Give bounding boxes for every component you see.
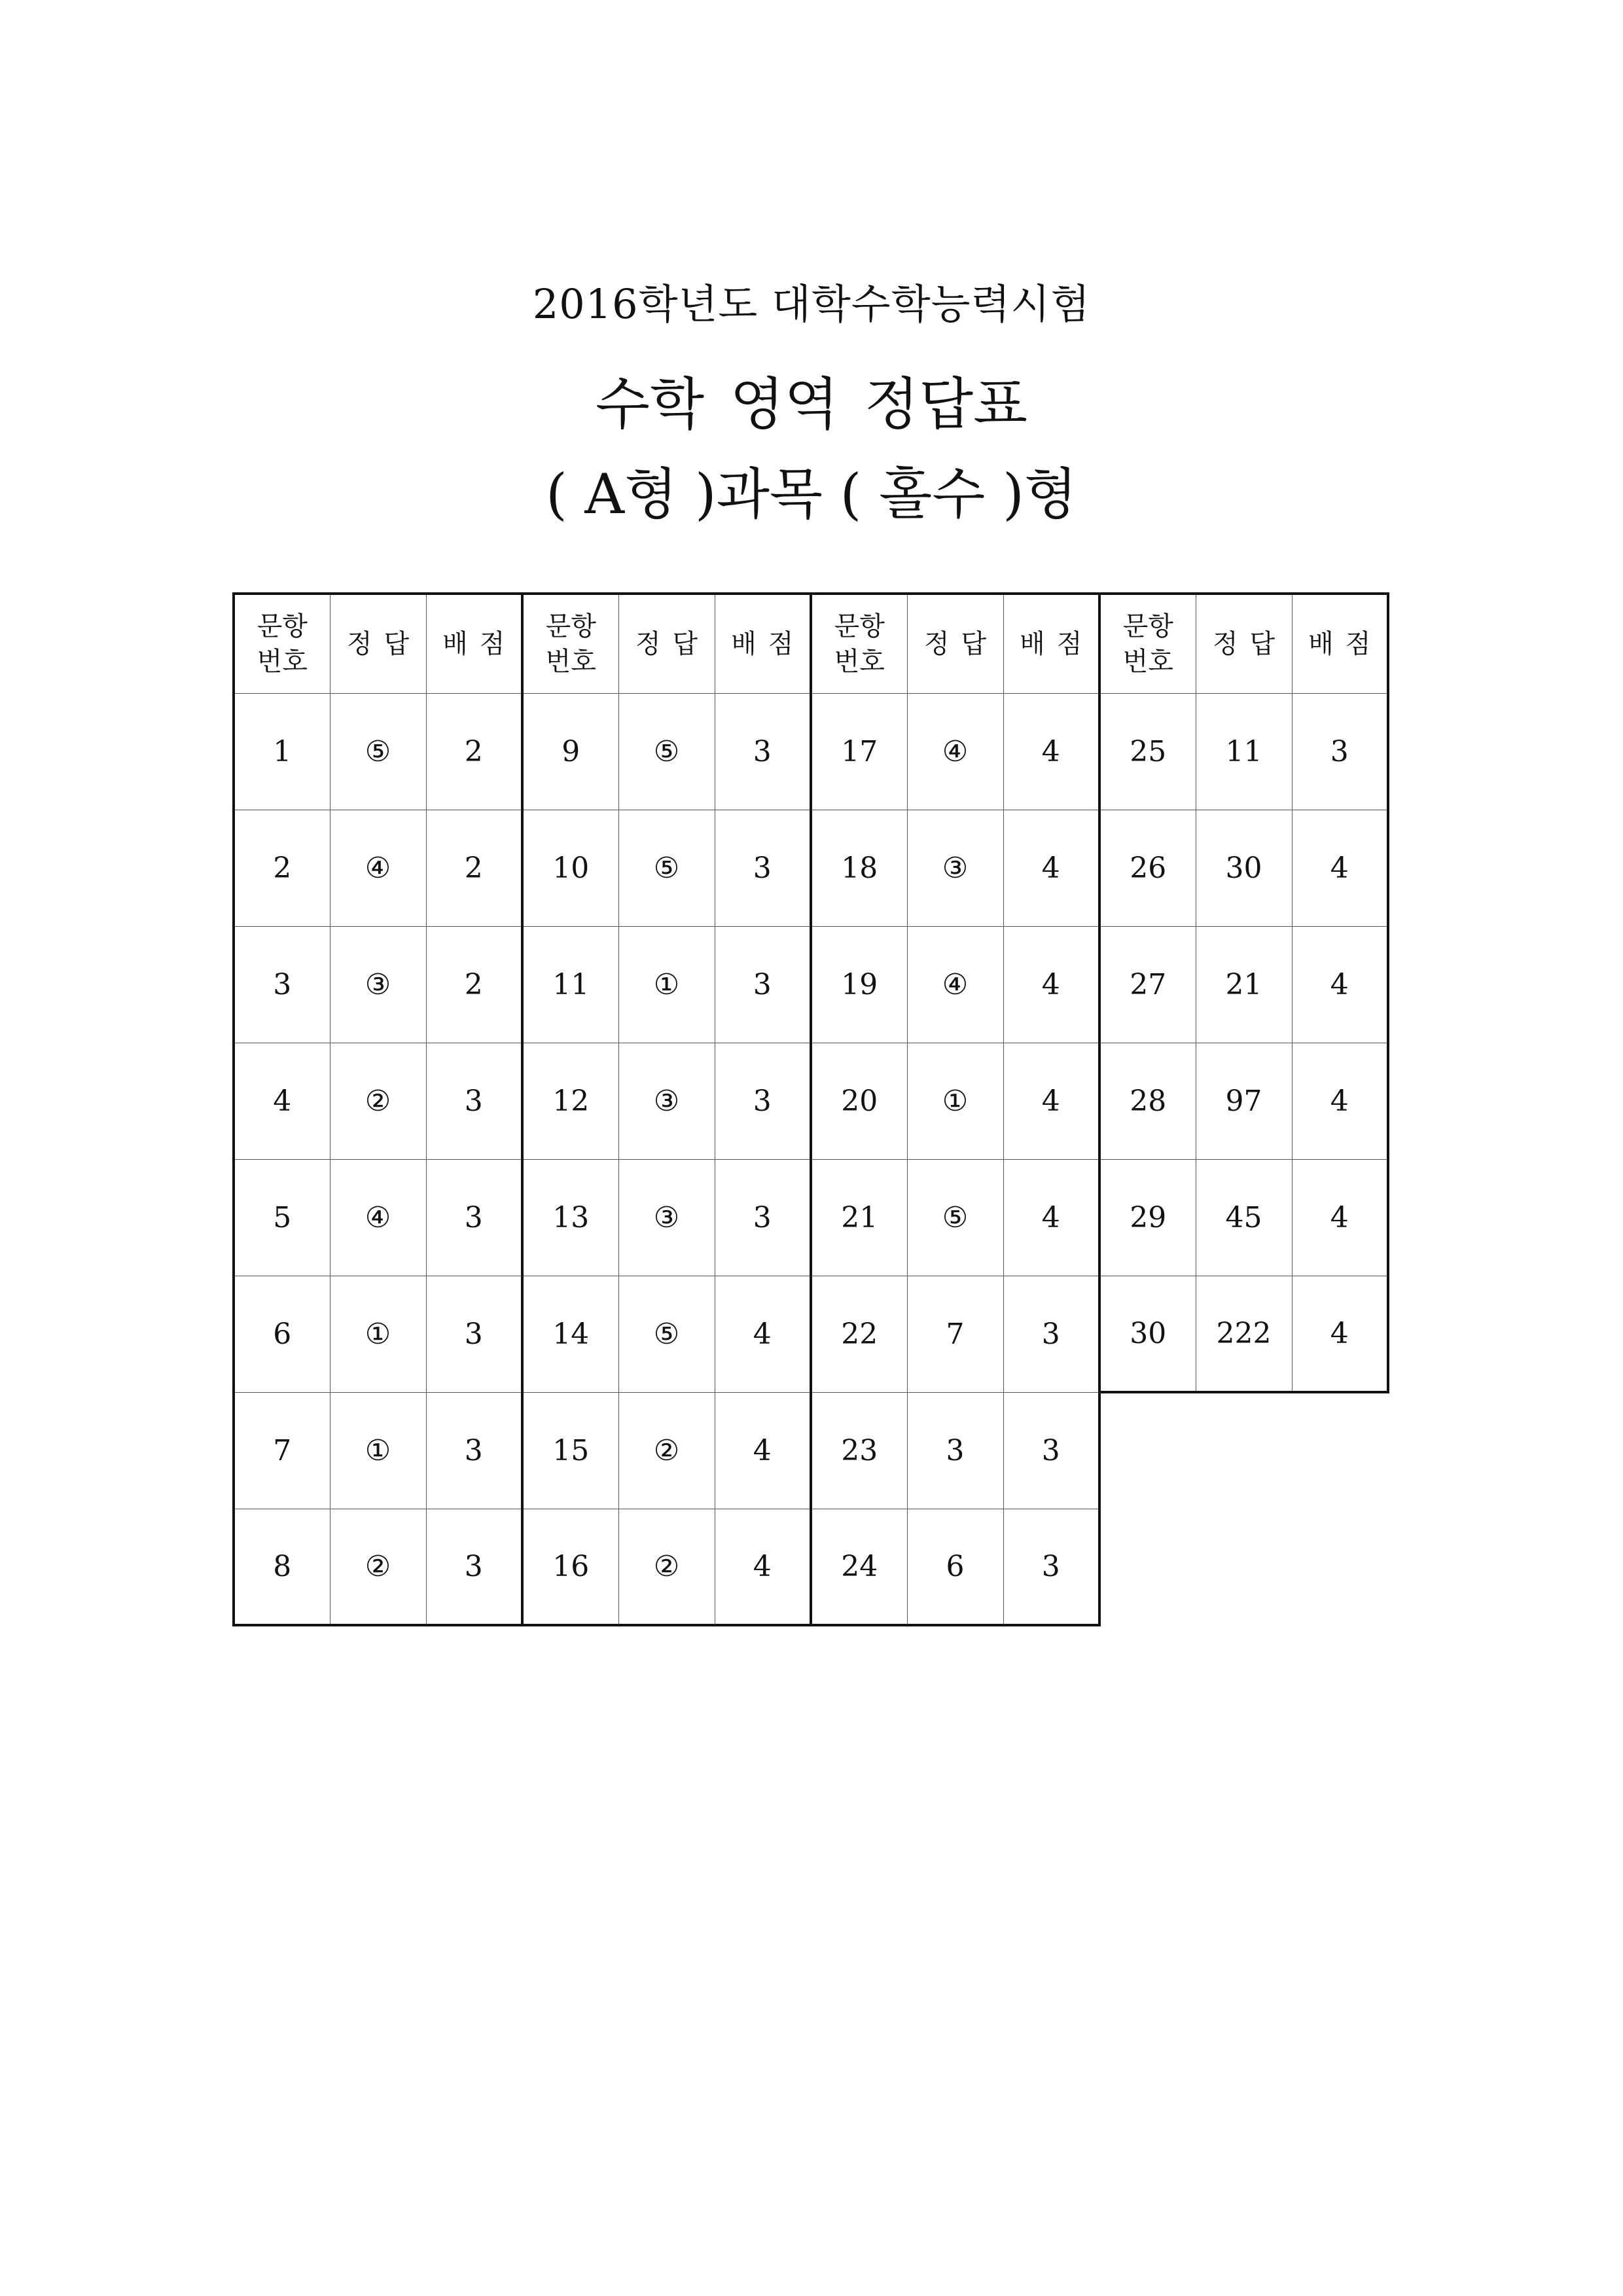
table-row [234, 1509, 1388, 1625]
table-header-row [234, 594, 1388, 693]
points-cell: 4 [1003, 693, 1099, 810]
question-number: 3 [234, 926, 330, 1043]
points-cell: 4 [1003, 1043, 1099, 1159]
question-number: 27 [1099, 926, 1196, 1043]
answer-cell: ⑤ [618, 810, 715, 926]
question-number: 11 [522, 926, 618, 1043]
empty-cell [1196, 1392, 1292, 1509]
answer-cell: 45 [1196, 1159, 1292, 1276]
question-number: 10 [522, 810, 618, 926]
answer-cell: ⑤ [907, 1159, 1003, 1276]
answer-cell: ④ [907, 926, 1003, 1043]
answer-cell: 11 [1196, 693, 1292, 810]
question-number: 20 [811, 1043, 907, 1159]
points-cell: 3 [426, 1159, 522, 1276]
empty-cell [1292, 1509, 1388, 1625]
question-number: 30 [1099, 1276, 1196, 1392]
points-cell: 3 [426, 1276, 522, 1392]
question-number: 16 [522, 1509, 618, 1625]
question-number: 17 [811, 693, 907, 810]
points-cell: 4 [1292, 926, 1388, 1043]
points-cell: 3 [715, 1043, 811, 1159]
answer-cell: 222 [1196, 1276, 1292, 1392]
question-number: 24 [811, 1509, 907, 1625]
header-question-number [811, 594, 907, 693]
question-number: 29 [1099, 1159, 1196, 1276]
points-cell: 3 [715, 810, 811, 926]
points-cell: 2 [426, 693, 522, 810]
answer-cell: ② [618, 1509, 715, 1625]
header-question-number [1099, 594, 1196, 693]
exam-year-title: 2016학년도 대학수학능력시험 [532, 280, 1091, 328]
header-number-line2: 번호 [257, 646, 308, 677]
answer-cell: 21 [1196, 926, 1292, 1043]
question-number: 6 [234, 1276, 330, 1392]
header-answer-label: 정답 [923, 628, 999, 659]
header-points [426, 594, 522, 693]
answer-cell: ④ [330, 1159, 426, 1276]
question-number: 12 [522, 1043, 618, 1159]
header-number-line2: 번호 [1122, 646, 1173, 677]
header-points [715, 594, 811, 693]
header-points-label: 배점 [442, 628, 517, 659]
empty-cell [1292, 1392, 1388, 1509]
header-number-line1: 문항 [1122, 611, 1173, 641]
answer-cell: ④ [330, 810, 426, 926]
empty-cell [1196, 1509, 1292, 1625]
header-points-label: 배점 [1308, 628, 1383, 659]
answer-table [232, 592, 1389, 1626]
question-number: 1 [234, 693, 330, 810]
points-cell: 4 [1292, 810, 1388, 926]
header-question-number [234, 594, 330, 693]
answer-cell: 7 [907, 1276, 1003, 1392]
header-number-line2: 번호 [545, 646, 596, 677]
points-cell: 4 [1003, 1159, 1099, 1276]
points-cell: 3 [1003, 1276, 1099, 1392]
table-row [234, 1159, 1388, 1276]
points-cell: 4 [1292, 1276, 1388, 1392]
points-cell: 4 [1292, 1159, 1388, 1276]
question-number: 8 [234, 1509, 330, 1625]
table-row [234, 810, 1388, 926]
points-cell: 3 [426, 1043, 522, 1159]
header-number-line1: 문항 [834, 611, 885, 641]
question-number: 26 [1099, 810, 1196, 926]
answer-cell: 30 [1196, 810, 1292, 926]
points-cell: 3 [1003, 1509, 1099, 1625]
answer-cell: ③ [330, 926, 426, 1043]
table-row [234, 1276, 1388, 1392]
header-number-line2: 번호 [834, 646, 885, 677]
points-cell: 4 [1292, 1043, 1388, 1159]
header-number-line1: 문항 [545, 611, 596, 641]
question-number: 25 [1099, 693, 1196, 810]
answer-cell: 6 [907, 1509, 1003, 1625]
question-number: 7 [234, 1392, 330, 1509]
question-number: 13 [522, 1159, 618, 1276]
answer-cell: ① [618, 926, 715, 1043]
table-row [234, 1392, 1388, 1509]
answer-sheet-title: 수학 영역 정답표 [595, 372, 1028, 437]
points-cell: 3 [715, 1159, 811, 1276]
points-cell: 4 [715, 1392, 811, 1509]
header-answer-label: 정답 [346, 628, 421, 659]
table-row [234, 693, 1388, 810]
table-row [234, 1043, 1388, 1159]
points-cell: 3 [715, 693, 811, 810]
points-cell: 4 [715, 1509, 811, 1625]
answer-cell: ⑤ [618, 1276, 715, 1392]
header-answer-label: 정답 [1212, 628, 1287, 659]
question-number: 18 [811, 810, 907, 926]
answer-cell: ② [330, 1043, 426, 1159]
answer-cell: ① [330, 1392, 426, 1509]
exam-type-line: ( A형 )과목 ( 홀수 )형 [545, 462, 1078, 526]
question-number: 2 [234, 810, 330, 926]
answer-cell: ③ [907, 810, 1003, 926]
question-number: 21 [811, 1159, 907, 1276]
question-number: 5 [234, 1159, 330, 1276]
question-number: 4 [234, 1043, 330, 1159]
answer-cell: ④ [907, 693, 1003, 810]
answer-cell: ① [330, 1276, 426, 1392]
header-answer [330, 594, 426, 693]
question-number: 14 [522, 1276, 618, 1392]
answer-cell: ① [907, 1043, 1003, 1159]
answer-cell: ② [330, 1509, 426, 1625]
points-cell: 2 [426, 810, 522, 926]
question-number: 22 [811, 1276, 907, 1392]
header-points-label: 배점 [731, 628, 806, 659]
question-number: 23 [811, 1392, 907, 1509]
question-number: 15 [522, 1392, 618, 1509]
answer-cell: ③ [618, 1043, 715, 1159]
header-question-number [522, 594, 618, 693]
answer-cell: 97 [1196, 1043, 1292, 1159]
header-answer [907, 594, 1003, 693]
empty-cell [1099, 1509, 1196, 1625]
answer-cell: ② [618, 1392, 715, 1509]
answer-cell: 3 [907, 1392, 1003, 1509]
question-number: 9 [522, 693, 618, 810]
header-answer-label: 정답 [635, 628, 710, 659]
points-cell: 4 [1003, 810, 1099, 926]
empty-cell [1099, 1392, 1196, 1509]
points-cell: 3 [1292, 693, 1388, 810]
header-answer [1196, 594, 1292, 693]
table-row [234, 926, 1388, 1043]
points-cell: 3 [426, 1392, 522, 1509]
header-points [1292, 594, 1388, 693]
points-cell: 4 [1003, 926, 1099, 1043]
header-points-label: 배점 [1020, 628, 1094, 659]
header-answer [618, 594, 715, 693]
question-number: 19 [811, 926, 907, 1043]
points-cell: 3 [715, 926, 811, 1043]
question-number: 28 [1099, 1043, 1196, 1159]
points-cell: 3 [1003, 1392, 1099, 1509]
answer-cell: ③ [618, 1159, 715, 1276]
answer-cell: ⑤ [330, 693, 426, 810]
points-cell: 2 [426, 926, 522, 1043]
answer-cell: ⑤ [618, 693, 715, 810]
header-number-line1: 문항 [257, 611, 308, 641]
points-cell: 3 [426, 1509, 522, 1625]
header-points [1003, 594, 1099, 693]
points-cell: 4 [715, 1276, 811, 1392]
